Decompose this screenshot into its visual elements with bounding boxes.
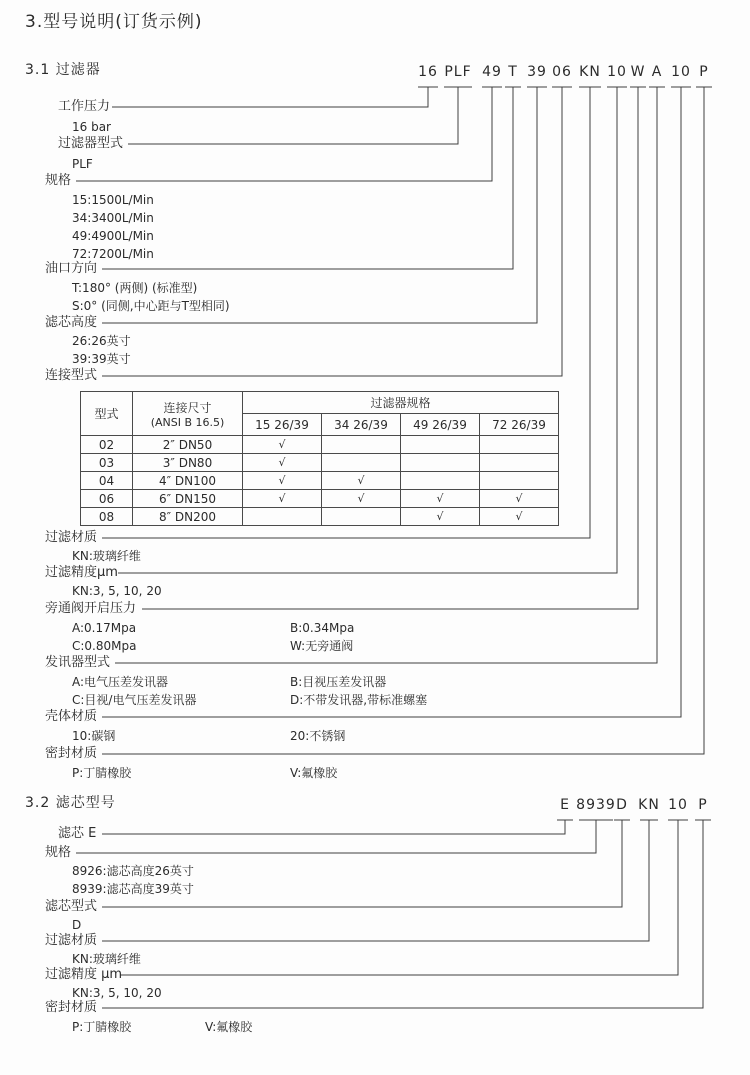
value-port-s: S:0° (同侧,中心距与T型相同) xyxy=(72,299,230,313)
label-element-media: 过滤材质 xyxy=(45,933,98,948)
table-check-cell xyxy=(401,436,480,454)
label-bypass-pressure: 旁通阀开启压力 xyxy=(45,601,137,616)
leader-line xyxy=(76,87,492,181)
table-header-spec-72: 72 26/39 xyxy=(480,414,559,436)
table-check-cell xyxy=(243,508,322,526)
table-check-cell: √ xyxy=(480,508,559,526)
label-connection-type: 连接型式 xyxy=(45,368,98,383)
table-check-cell xyxy=(401,472,480,490)
table-header-spec-49: 49 26/39 xyxy=(401,414,480,436)
value-element-type: D xyxy=(72,918,82,932)
table-check-cell: √ xyxy=(243,472,322,490)
value-height-26: 26:26英寸 xyxy=(72,334,131,348)
value-indicator-b: B:目视压差发讯器 xyxy=(290,675,387,689)
table-row xyxy=(81,436,559,454)
element-code-segment-micron: 10 xyxy=(668,797,688,813)
table-check-cell: √ xyxy=(243,436,322,454)
table-row xyxy=(81,490,559,508)
label-element-height: 滤芯高度 xyxy=(45,315,98,330)
table-header-spec-34: 34 26/39 xyxy=(322,414,401,436)
table-check-cell: √ xyxy=(401,508,480,526)
model-code-segment-port: T xyxy=(508,64,518,80)
element-code-segment-seal: P xyxy=(698,797,708,813)
element-code-segment-media: KN xyxy=(638,797,660,813)
table-cell-type: 04 xyxy=(81,472,133,490)
model-code-segment-type: PLF xyxy=(444,64,472,80)
value-element-micron: KN:3, 5, 10, 20 xyxy=(72,986,162,1000)
model-code-segment-housing: 10 xyxy=(671,64,691,80)
label-element-micron: 过滤精度 μm xyxy=(45,967,123,982)
value-filter-media: KN:玻璃纤维 xyxy=(72,549,141,563)
table-header-type: 型式 xyxy=(81,392,133,436)
label-element-size: 规格 xyxy=(45,845,72,860)
table-check-cell: √ xyxy=(401,490,480,508)
value-bypass-a: A:0.17Mpa xyxy=(72,621,137,635)
value-element-size-8939: 8939:滤芯高度39英寸 xyxy=(72,882,194,896)
table-check-cell xyxy=(480,454,559,472)
table-cell-connection: 8″ DN200 xyxy=(133,508,243,526)
value-size-15: 15:1500L/Min xyxy=(72,193,154,207)
value-housing-10: 10:碳钢 xyxy=(72,729,116,743)
value-element-media: KN:玻璃纤维 xyxy=(72,952,141,966)
model-code-segment-pressure: 16 xyxy=(418,64,438,80)
label-filter-type: 过滤器型式 xyxy=(58,136,124,151)
label-element-type: 滤芯型式 xyxy=(45,899,98,914)
table-cell-type: 08 xyxy=(81,508,133,526)
leader-line xyxy=(128,87,458,144)
table-check-cell: √ xyxy=(243,490,322,508)
leader-line xyxy=(76,820,596,853)
page-title: 3.型号说明(订货示例) xyxy=(25,12,203,32)
leader-line xyxy=(102,87,562,376)
table-check-cell: √ xyxy=(243,454,322,472)
leader-line xyxy=(112,87,428,107)
value-indicator-a: A:电气压差发讯器 xyxy=(72,675,169,689)
label-filtration-rating: 过滤精度μm xyxy=(45,565,118,580)
value-filtration-rating: KN:3, 5, 10, 20 xyxy=(72,584,162,598)
label-element-e: 滤芯 E xyxy=(58,826,97,841)
section-3-2-heading: 3.2 滤芯型号 xyxy=(25,795,116,811)
model-code-segment-height: 39 xyxy=(527,64,547,80)
value-bypass-c: C:0.80Mpa xyxy=(72,639,137,653)
table-cell-type: 03 xyxy=(81,454,133,472)
value-port-t: T:180° (两侧) (标准型) xyxy=(72,281,198,295)
value-size-72: 72:7200L/Min xyxy=(72,247,154,261)
value-seal-p: P:丁腈橡胶 xyxy=(72,766,132,780)
value-housing-20: 20:不锈钢 xyxy=(290,729,346,743)
table-check-cell: √ xyxy=(322,472,401,490)
leader-line xyxy=(102,820,703,1008)
table-check-cell xyxy=(480,436,559,454)
table-header-spec-15: 15 26/39 xyxy=(243,414,322,436)
table-cell-type: 02 xyxy=(81,436,133,454)
section-3-1-heading: 3.1 过滤器 xyxy=(25,62,101,78)
table-check-cell xyxy=(401,454,480,472)
label-element-seal: 密封材质 xyxy=(45,1000,98,1015)
model-code-segment-size: 49 xyxy=(482,64,502,80)
value-bypass-b: B:0.34Mpa xyxy=(290,621,355,635)
table-check-cell xyxy=(322,508,401,526)
table-check-cell: √ xyxy=(322,490,401,508)
table-cell-connection: 4″ DN100 xyxy=(133,472,243,490)
value-height-39: 39:39英寸 xyxy=(72,352,131,366)
element-code-segment-size: 8939 xyxy=(576,797,616,813)
value-element-seal-v: V:氟橡胶 xyxy=(205,1020,253,1034)
value-element-seal-p: P:丁腈橡胶 xyxy=(72,1020,132,1034)
leader-line xyxy=(102,87,513,269)
element-code-segment-e: E xyxy=(560,797,570,813)
label-size: 规格 xyxy=(45,173,72,188)
value-working-pressure: 16 bar xyxy=(72,120,111,134)
value-bypass-w: W:无旁通阀 xyxy=(290,639,354,653)
table-header-connection-line1: 连接尺寸 xyxy=(163,400,212,415)
leader-line xyxy=(120,820,678,975)
model-code-segment-connection: 06 xyxy=(552,64,572,80)
table-cell-connection: 3″ DN80 xyxy=(133,454,243,472)
connection-table xyxy=(80,391,559,526)
table-check-cell xyxy=(322,454,401,472)
value-indicator-d: D:不带发讯器,带标准螺塞 xyxy=(290,693,428,707)
value-size-34: 34:3400L/Min xyxy=(72,211,154,225)
leader-line xyxy=(102,820,649,941)
label-indicator-type: 发讯器型式 xyxy=(45,655,111,670)
table-check-cell xyxy=(322,436,401,454)
value-element-size-8926: 8926:滤芯高度26英寸 xyxy=(72,864,194,878)
label-housing-material: 壳体材质 xyxy=(45,709,98,724)
table-row xyxy=(81,472,559,490)
table-cell-type: 06 xyxy=(81,490,133,508)
value-filter-type: PLF xyxy=(72,157,93,171)
table-check-cell xyxy=(480,472,559,490)
table-header-connection xyxy=(133,392,243,436)
table-cell-connection: 6″ DN150 xyxy=(133,490,243,508)
model-code-segment-seal: P xyxy=(699,64,709,80)
leader-line xyxy=(102,820,565,834)
table-header-spec: 过滤器规格 xyxy=(243,392,559,414)
table-header-row-1 xyxy=(81,392,559,414)
label-filter-media: 过滤材质 xyxy=(45,530,98,545)
leader-line xyxy=(142,87,638,609)
label-seal-material: 密封材质 xyxy=(45,746,98,761)
table-row xyxy=(81,454,559,472)
table-cell-connection: 2″ DN50 xyxy=(133,436,243,454)
label-port-direction: 油口方向 xyxy=(45,261,98,276)
table-check-cell: √ xyxy=(480,490,559,508)
model-code-segment-indicator: A xyxy=(651,64,663,80)
value-indicator-c: C:目视/电气压差发讯器 xyxy=(72,693,197,707)
model-code-segment-bypass: W xyxy=(630,64,646,80)
leader-line xyxy=(115,87,657,663)
model-code-segment-media: KN xyxy=(579,64,601,80)
label-working-pressure: 工作压力 xyxy=(58,99,111,114)
model-code-segment-micron: 10 xyxy=(607,64,627,80)
value-size-49: 49:4900L/Min xyxy=(72,229,154,243)
value-seal-v: V:氟橡胶 xyxy=(290,766,338,780)
element-code-segment-type: D xyxy=(616,797,628,813)
table-header-connection-line2: (ANSI B 16.5) xyxy=(150,415,225,429)
table-row xyxy=(81,508,559,526)
